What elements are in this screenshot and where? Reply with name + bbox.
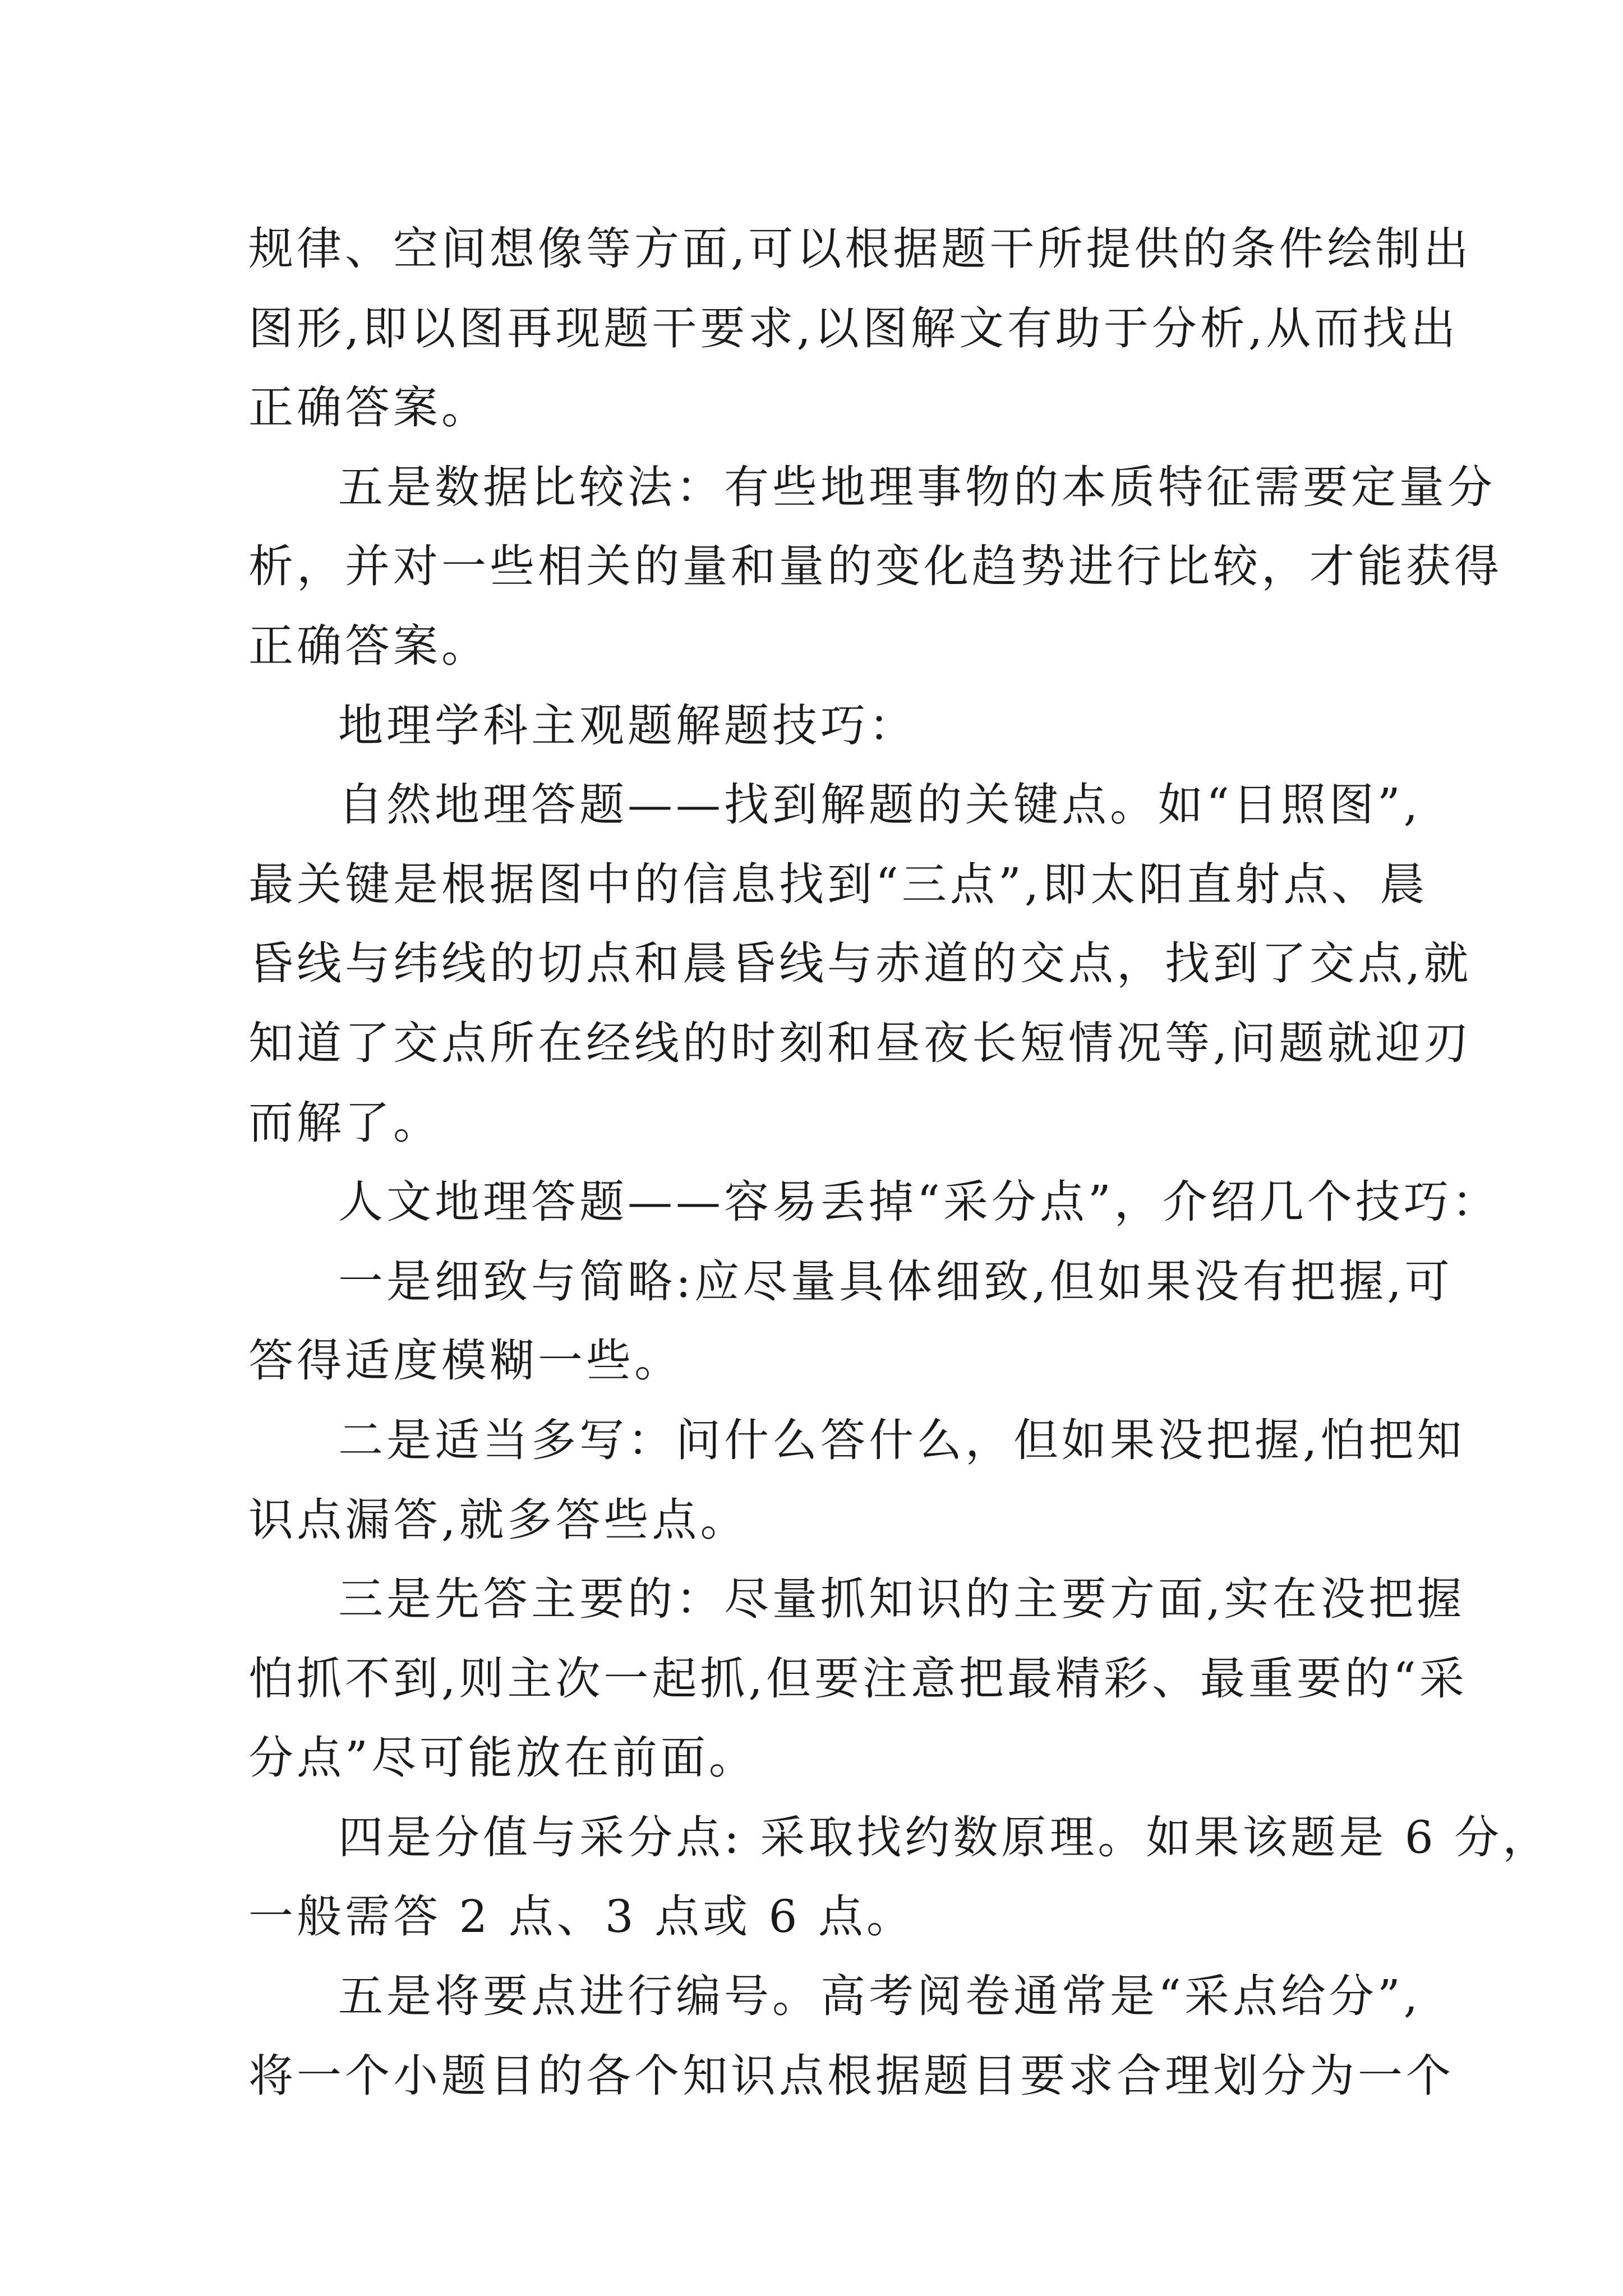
text-line: 四是分值与采分点: 采取找约数原理。如果该题是 6 分， (338, 1811, 1551, 1864)
text-line: 最关键是根据图中的信息找到“三点”,即太阳直射点、晨 (248, 858, 1428, 910)
text-line: 三是先答主要的：尽量抓知识的主要方面,实在没把握 (338, 1573, 1465, 1626)
text-line: 图形,即以图再现题干要求,以图解文有助于分析,从而找出 (248, 302, 1459, 355)
text-line: 分点”尽可能放在前面。 (248, 1732, 757, 1784)
text-line: 人文地理答题——容易丢掉“采分点”，介绍几个技巧： (338, 1176, 1500, 1228)
text-line: 地理学科主观题解题技巧： (338, 699, 917, 752)
text-line: 规律、空间想像等方面,可以根据题干所提供的条件绘制出 (248, 223, 1472, 275)
text-line: 正确答案。 (248, 619, 490, 672)
text-line: 析，并对一些相关的量和量的变化趋势进行比较，才能获得 (248, 540, 1502, 593)
text-line: 答得适度模糊一些。 (248, 1335, 683, 1387)
text-line: 怕抓不到,则主次一起抓,但要注意把最精彩、最重要的“采 (248, 1652, 1468, 1705)
text-line: 五是数据比较法：有些地理事物的本质特征需要定量分 (338, 461, 1496, 513)
text-line: 将一个小题目的各个知识点根据题目要求合理划分为一个 (248, 2049, 1454, 2102)
text-line: 自然地理答题——找到解题的关键点。如“日照图”, (338, 779, 1422, 831)
text-line: 一般需答 2 点、3 点或 6 点。 (248, 1890, 915, 1943)
text-line: 知道了交点所在经线的时刻和昼夜长短情况等,问题就迎刃 (248, 1016, 1472, 1069)
text-line: 正确答案。 (248, 381, 490, 434)
text-line: 昏线与纬线的切点和晨昏线与赤道的交点，找到了交点,就 (248, 937, 1472, 990)
text-line: 五是将要点进行编号。高考阅卷通常是“采点给分”, (338, 1970, 1422, 2023)
text-line: 而解了。 (248, 1096, 441, 1149)
document-body (248, 209, 1551, 2115)
text-line: 二是适当多写：问什么答什么，但如果没把握,怕把知 (338, 1414, 1465, 1466)
text-line: 识点漏答,就多答些点。 (248, 1493, 749, 1546)
text-line: 一是细致与简略:应尽量具体细致,但如果没有把握,可 (338, 1255, 1453, 1308)
